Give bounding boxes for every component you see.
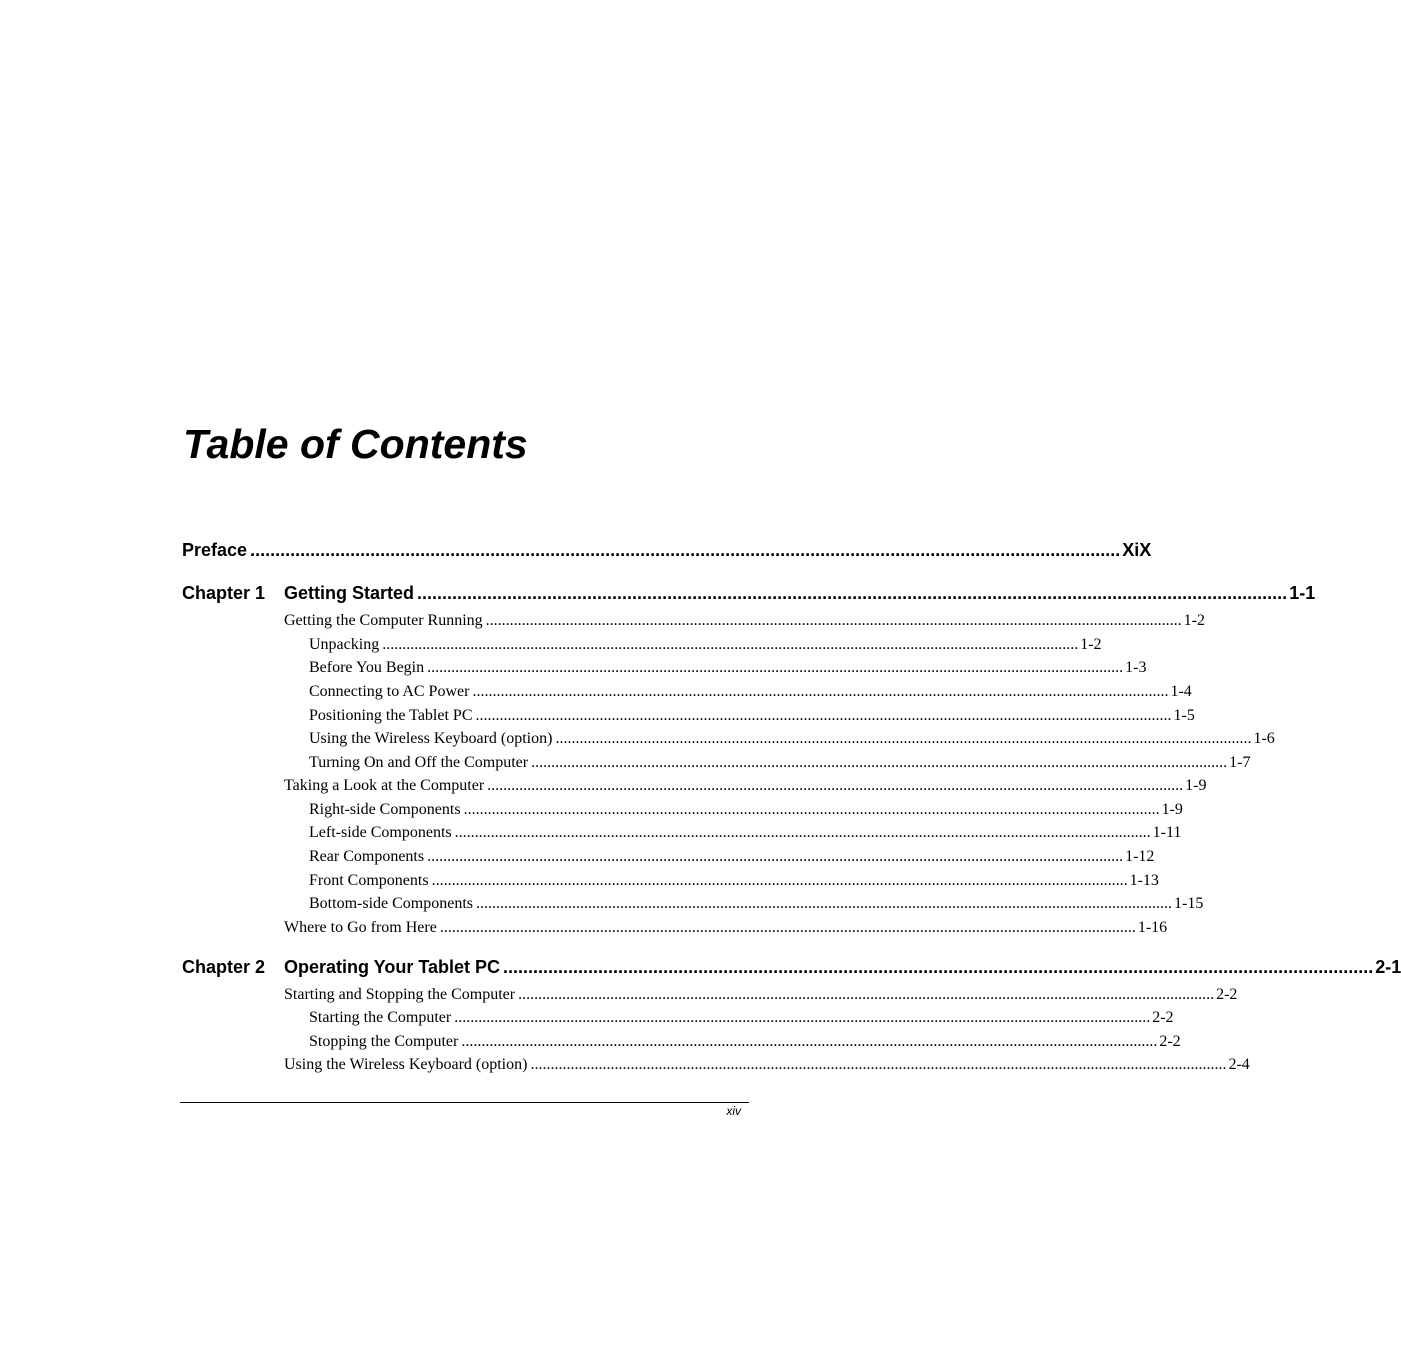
toc-entry[interactable] <box>309 893 1204 915</box>
dot-leader: .............................................................................................................................................................................. <box>531 754 1228 771</box>
toc-entry-label: Unpacking <box>309 636 380 653</box>
toc-entry-label: Right-side Components <box>309 801 461 818</box>
dot-leader: .............................................................................................................................................................................. <box>518 986 1215 1003</box>
toc-entry-label: Taking a Look at the Computer <box>284 777 485 794</box>
toc-entry-page: 1-2 <box>1183 612 1205 629</box>
toc-entry-page: 1-4 <box>1170 683 1192 700</box>
dot-leader: .............................................................................................................................................................................. <box>431 872 1128 889</box>
toc-entry-page: 1-9 <box>1185 777 1207 794</box>
toc-entry-label: Starting and Stopping the Computer <box>284 986 516 1003</box>
dot-leader: .............................................................................................................................................................................. <box>454 1009 1151 1026</box>
toc-entry-page: 1-2 <box>1080 636 1102 653</box>
dot-leader: .............................................................................................................................................................................. <box>487 777 1184 794</box>
toc-entry[interactable] <box>284 1054 1250 1076</box>
dot-leader: .............................................................................................................................................................................. <box>475 707 1172 724</box>
dot-leader: .............................................................................................................................................................................. <box>250 540 1121 560</box>
toc-entry-page: 1-5 <box>1173 707 1195 724</box>
toc-entry-label: Using the Wireless Keyboard (option) <box>309 730 553 747</box>
toc-entry-chapter-1[interactable] <box>284 581 1316 605</box>
toc-entry-label: Getting Started <box>284 583 415 603</box>
toc-entry-label: Getting the Computer Running <box>284 612 483 629</box>
toc-entry[interactable] <box>284 984 1238 1006</box>
toc-entry-label: Before You Begin <box>309 659 425 676</box>
toc-entry-label: Starting the Computer <box>309 1009 452 1026</box>
toc-entry[interactable] <box>309 1031 1181 1053</box>
page-title: Table of Contents <box>183 421 528 467</box>
dot-leader: .............................................................................................................................................................................. <box>476 895 1172 912</box>
toc-entry[interactable] <box>309 799 1183 821</box>
dot-leader: .............................................................................................................................................................................. <box>454 824 1151 841</box>
toc-entry-label: Stopping the Computer <box>309 1033 459 1050</box>
footer-divider <box>180 1102 749 1103</box>
dot-leader: .............................................................................................................................................................................. <box>427 848 1124 865</box>
dot-leader: .............................................................................................................................................................................. <box>427 659 1124 676</box>
toc-entry-label: Front Components <box>309 872 429 889</box>
toc-entry[interactable] <box>309 870 1159 892</box>
toc-entry-label: Connecting to AC Power <box>309 683 470 700</box>
toc-entry[interactable] <box>284 610 1205 632</box>
toc-entry[interactable] <box>284 775 1207 797</box>
toc-entry-page: 1-1 <box>1289 583 1316 603</box>
toc-entry-page: 2-2 <box>1152 1009 1174 1026</box>
toc-entry-label: Positioning the Tablet PC <box>309 707 473 724</box>
dot-leader: .............................................................................................................................................................................. <box>530 1056 1227 1073</box>
toc-entry[interactable] <box>309 634 1102 656</box>
toc-entry[interactable] <box>309 846 1155 868</box>
dot-leader: .............................................................................................................................................................................. <box>485 612 1182 629</box>
toc-entry[interactable] <box>309 681 1192 703</box>
toc-entry[interactable] <box>309 822 1182 844</box>
toc-entry-label: Preface <box>182 540 248 560</box>
toc-entry-page: 2-4 <box>1228 1056 1250 1073</box>
toc-entry-label: Turning On and Off the Computer <box>309 754 529 771</box>
dot-leader: .............................................................................................................................................................................. <box>439 919 1136 936</box>
toc-entry[interactable] <box>309 657 1147 679</box>
toc-entry-label: Left-side Components <box>309 824 452 841</box>
toc-entry-preface[interactable] <box>182 538 1152 562</box>
toc-entry[interactable] <box>309 1007 1174 1029</box>
toc-entry-page: 2-2 <box>1216 986 1238 1003</box>
dot-leader: .............................................................................................................................................................................. <box>503 957 1374 977</box>
toc-entry-page: 1-11 <box>1152 824 1182 841</box>
toc-entry-page: XiX <box>1122 540 1152 560</box>
toc-entry-page: 1-9 <box>1161 801 1183 818</box>
dot-leader: .............................................................................................................................................................................. <box>382 636 1079 653</box>
page-number: xiv <box>726 1104 741 1118</box>
toc-entry-page: 2-2 <box>1159 1033 1181 1050</box>
toc-entry-label: Operating Your Tablet PC <box>284 957 501 977</box>
toc-entry[interactable] <box>284 917 1168 939</box>
toc-entry-page: 1-13 <box>1129 872 1159 889</box>
dot-leader: .............................................................................................................................................................................. <box>417 583 1288 603</box>
dot-leader: .............................................................................................................................................................................. <box>463 801 1160 818</box>
toc-entry[interactable] <box>309 705 1195 727</box>
toc-entry-page: 1-16 <box>1137 919 1168 936</box>
dot-leader: .............................................................................................................................................................................. <box>472 683 1169 700</box>
toc-entry-page: 2-1 <box>1375 957 1401 977</box>
toc-entry-page: 1-6 <box>1253 730 1275 747</box>
toc-entry-label: Bottom-side Components <box>309 895 473 912</box>
dot-leader: .............................................................................................................................................................................. <box>555 730 1252 747</box>
chapter-number: Chapter 1 <box>182 583 266 603</box>
toc-entry-label: Using the Wireless Keyboard (option) <box>284 1056 528 1073</box>
toc-entry-page: 1-7 <box>1229 754 1251 771</box>
toc-entry-page: 1-3 <box>1125 659 1147 676</box>
toc-entry-page: 1-15 <box>1174 895 1204 912</box>
toc-entry[interactable] <box>309 752 1251 774</box>
toc-entry-label: Rear Components <box>309 848 425 865</box>
toc-entry-page: 1-12 <box>1125 848 1155 865</box>
toc-entry-chapter-2[interactable] <box>284 955 1401 979</box>
chapter-number: Chapter 2 <box>182 957 266 977</box>
toc-entry-label: Where to Go from Here <box>284 919 437 936</box>
toc-entry[interactable] <box>309 728 1275 750</box>
dot-leader: .............................................................................................................................................................................. <box>461 1033 1158 1050</box>
